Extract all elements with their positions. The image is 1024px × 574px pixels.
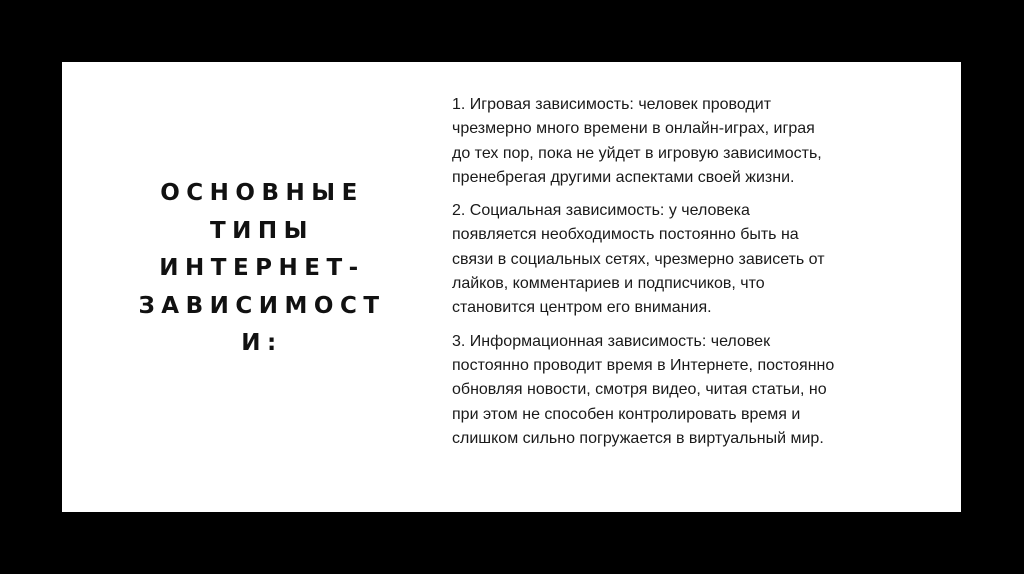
point-text-line: чрезмерно много времени в онлайн-играх, играя <box>452 120 815 138</box>
point-social-addiction <box>452 199 922 320</box>
point-text-line: 3. Информационная зависимость: человек <box>452 332 771 350</box>
point-text-line: обновляя новости, смотря видео, читая статьи, но <box>452 381 827 399</box>
slide-title-line: ИНТЕРНЕТ- <box>159 255 365 281</box>
slide-title <box>112 175 412 363</box>
point-text-line: при этом не способен контролировать время и <box>452 405 801 423</box>
point-text-line: пренебрегая другими аспектами своей жизни. <box>452 168 795 186</box>
point-text-line: связи в социальных сетях, чрезмерно зависеть от <box>452 250 825 268</box>
slide <box>62 62 961 512</box>
point-text-line: появляется необходимость постоянно быть на <box>452 226 799 244</box>
addiction-types-list <box>452 93 922 460</box>
point-text-line: 2. Социальная зависимость: у человека <box>452 202 750 220</box>
point-gaming-addiction <box>452 93 922 190</box>
slide-title-line: ТИПЫ <box>209 217 315 244</box>
point-text-line: слишком сильно погружается в виртуальный мир. <box>452 429 824 447</box>
slide-title-line: ОСНОВНЫЕ <box>160 180 364 206</box>
slide-title-line: ЗАВИСИМОСТ <box>138 292 386 319</box>
point-text-line: лайков, комментариев и подписчиков, что <box>452 275 765 293</box>
point-text-line: 1. Игровая зависимость: человек проводит <box>452 96 772 113</box>
point-information-addiction <box>452 330 922 451</box>
point-text-line: до тех пор, пока не уйдет в игровую зависимость, <box>452 144 822 162</box>
slide-title-line: И: <box>241 330 283 356</box>
point-text-line: становится центром его внимания. <box>452 299 712 317</box>
point-text-line: постоянно проводит время в Интернете, постоянно <box>452 356 835 374</box>
